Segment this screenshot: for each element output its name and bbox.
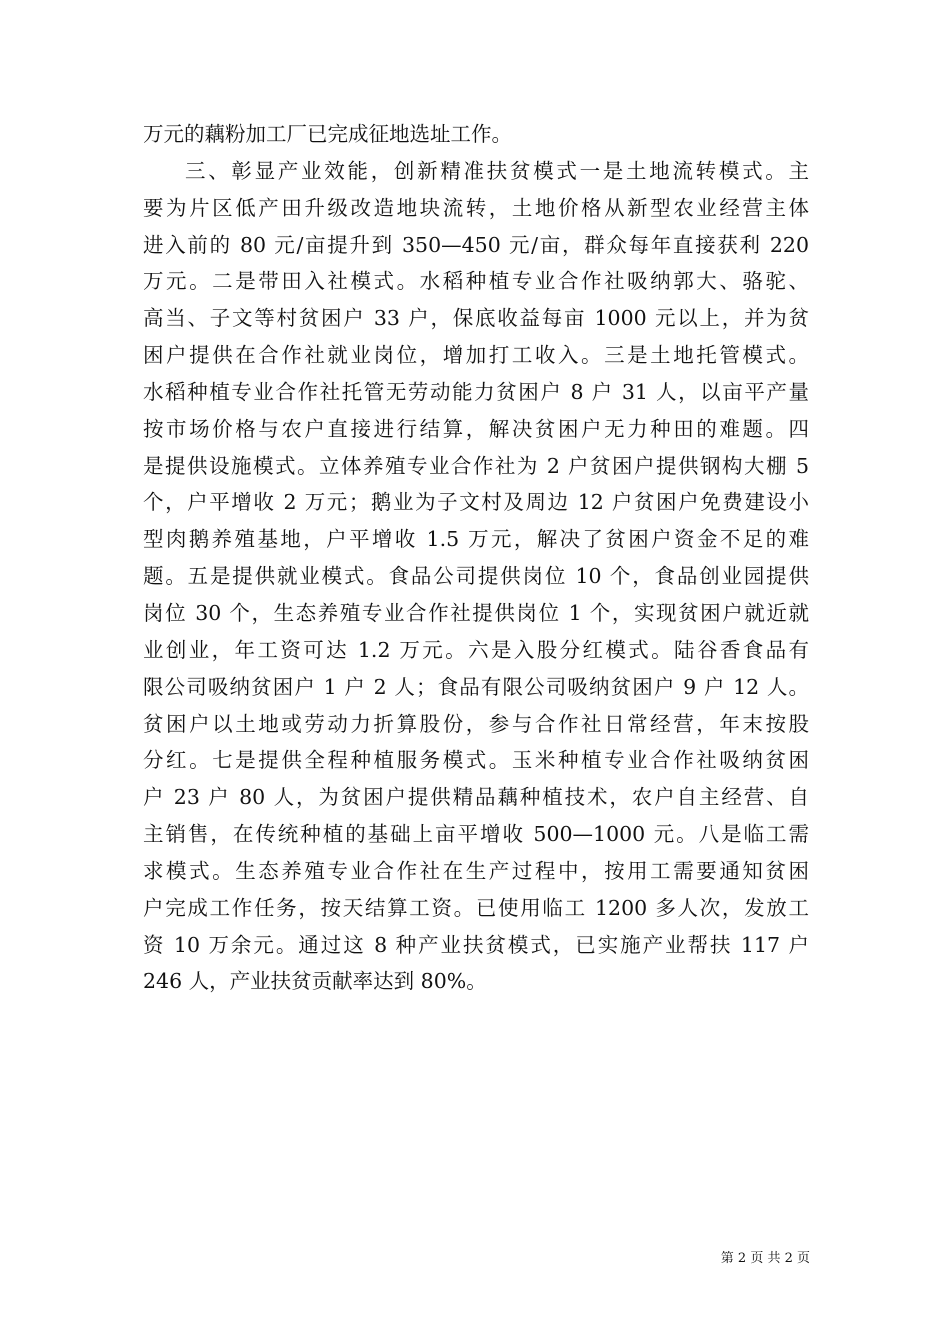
text-line: 户 23 户 80 人，为贫困户提供精品藕种植技术，农户自主经营、自 (143, 785, 809, 810)
body-text (143, 116, 809, 1000)
text-line-last: 246 人，产业扶贫贡献率达到 80%。 (143, 969, 487, 994)
text-line: 岗位 30 个，生态养殖专业合作社提供岗位 1 个，实现贫困户就近就 (143, 600, 809, 625)
text-line: 按市场价格与农户直接进行结算，解决贫困户无力种田的难题。四 (143, 416, 809, 441)
text-line: 型肉鹅养殖基地，户平增收 1.5 万元，解决了贫困户资金不足的难 (143, 527, 809, 552)
text-line-paragraph-end: 万元的藕粉加工厂已完成征地选址工作。 (143, 122, 512, 146)
page-number-footer: 第 2 页 共 2 页 (720, 1251, 810, 1266)
text-line: 是提供设施模式。立体养殖专业合作社为 2 户贫困户提供钢构大棚 5 (143, 453, 809, 478)
text-line: 要为片区低产田升级改造地块流转，土地价格从新型农业经营主体 (143, 195, 809, 220)
text-line: 限公司吸纳贫困户 1 户 2 人；食品有限公司吸纳贫困户 9 户 12 人。 (143, 674, 809, 699)
text-line: 分红。七是提供全程种植服务模式。玉米种植专业合作社吸纳贫困 (143, 748, 809, 773)
text-line: 进入前的 80 元/亩提升到 350—450 元/亩，群众每年直接获利 220 (143, 232, 809, 257)
text-line: 求模式。生态养殖专业合作社在生产过程中，按用工需要通知贫困 (143, 858, 809, 883)
text-line: 主销售，在传统种植的基础上亩平增收 500—1000 元。八是临工需 (143, 822, 809, 847)
text-line: 业创业，年工资可达 1.2 万元。六是入股分红模式。陆谷香食品有 (143, 637, 809, 662)
text-line-section-heading: 三、彰显产业效能，创新精准扶贫模式一是土地流转模式。主 (185, 158, 809, 183)
text-line: 个，户平增收 2 万元；鹅业为子文村及周边 12 户贫困户免费建设小 (143, 490, 809, 515)
text-line: 贫困户以土地或劳动力折算股份，参与合作社日常经营，年末按股 (143, 711, 809, 736)
text-line: 水稻种植专业合作社托管无劳动能力贫困户 8 户 31 人，以亩平产量 (143, 379, 809, 404)
text-line: 户完成工作任务，按天结算工资。已使用临工 1200 多人次，发放工 (143, 895, 809, 920)
text-line: 资 10 万余元。通过这 8 种产业扶贫模式，已实施产业帮扶 117 户 (143, 932, 809, 957)
text-line: 困户提供在合作社就业岗位，增加打工收入。三是土地托管模式。 (143, 343, 809, 368)
text-line: 高当、子文等村贫困户 33 户，保底收益每亩 1000 元以上，并为贫 (143, 306, 809, 331)
text-line: 题。五是提供就业模式。食品公司提供岗位 10 个，食品创业园提供 (143, 564, 809, 589)
text-line: 万元。二是带田入社模式。水稻种植专业合作社吸纳郭大、骆驼、 (143, 269, 809, 294)
